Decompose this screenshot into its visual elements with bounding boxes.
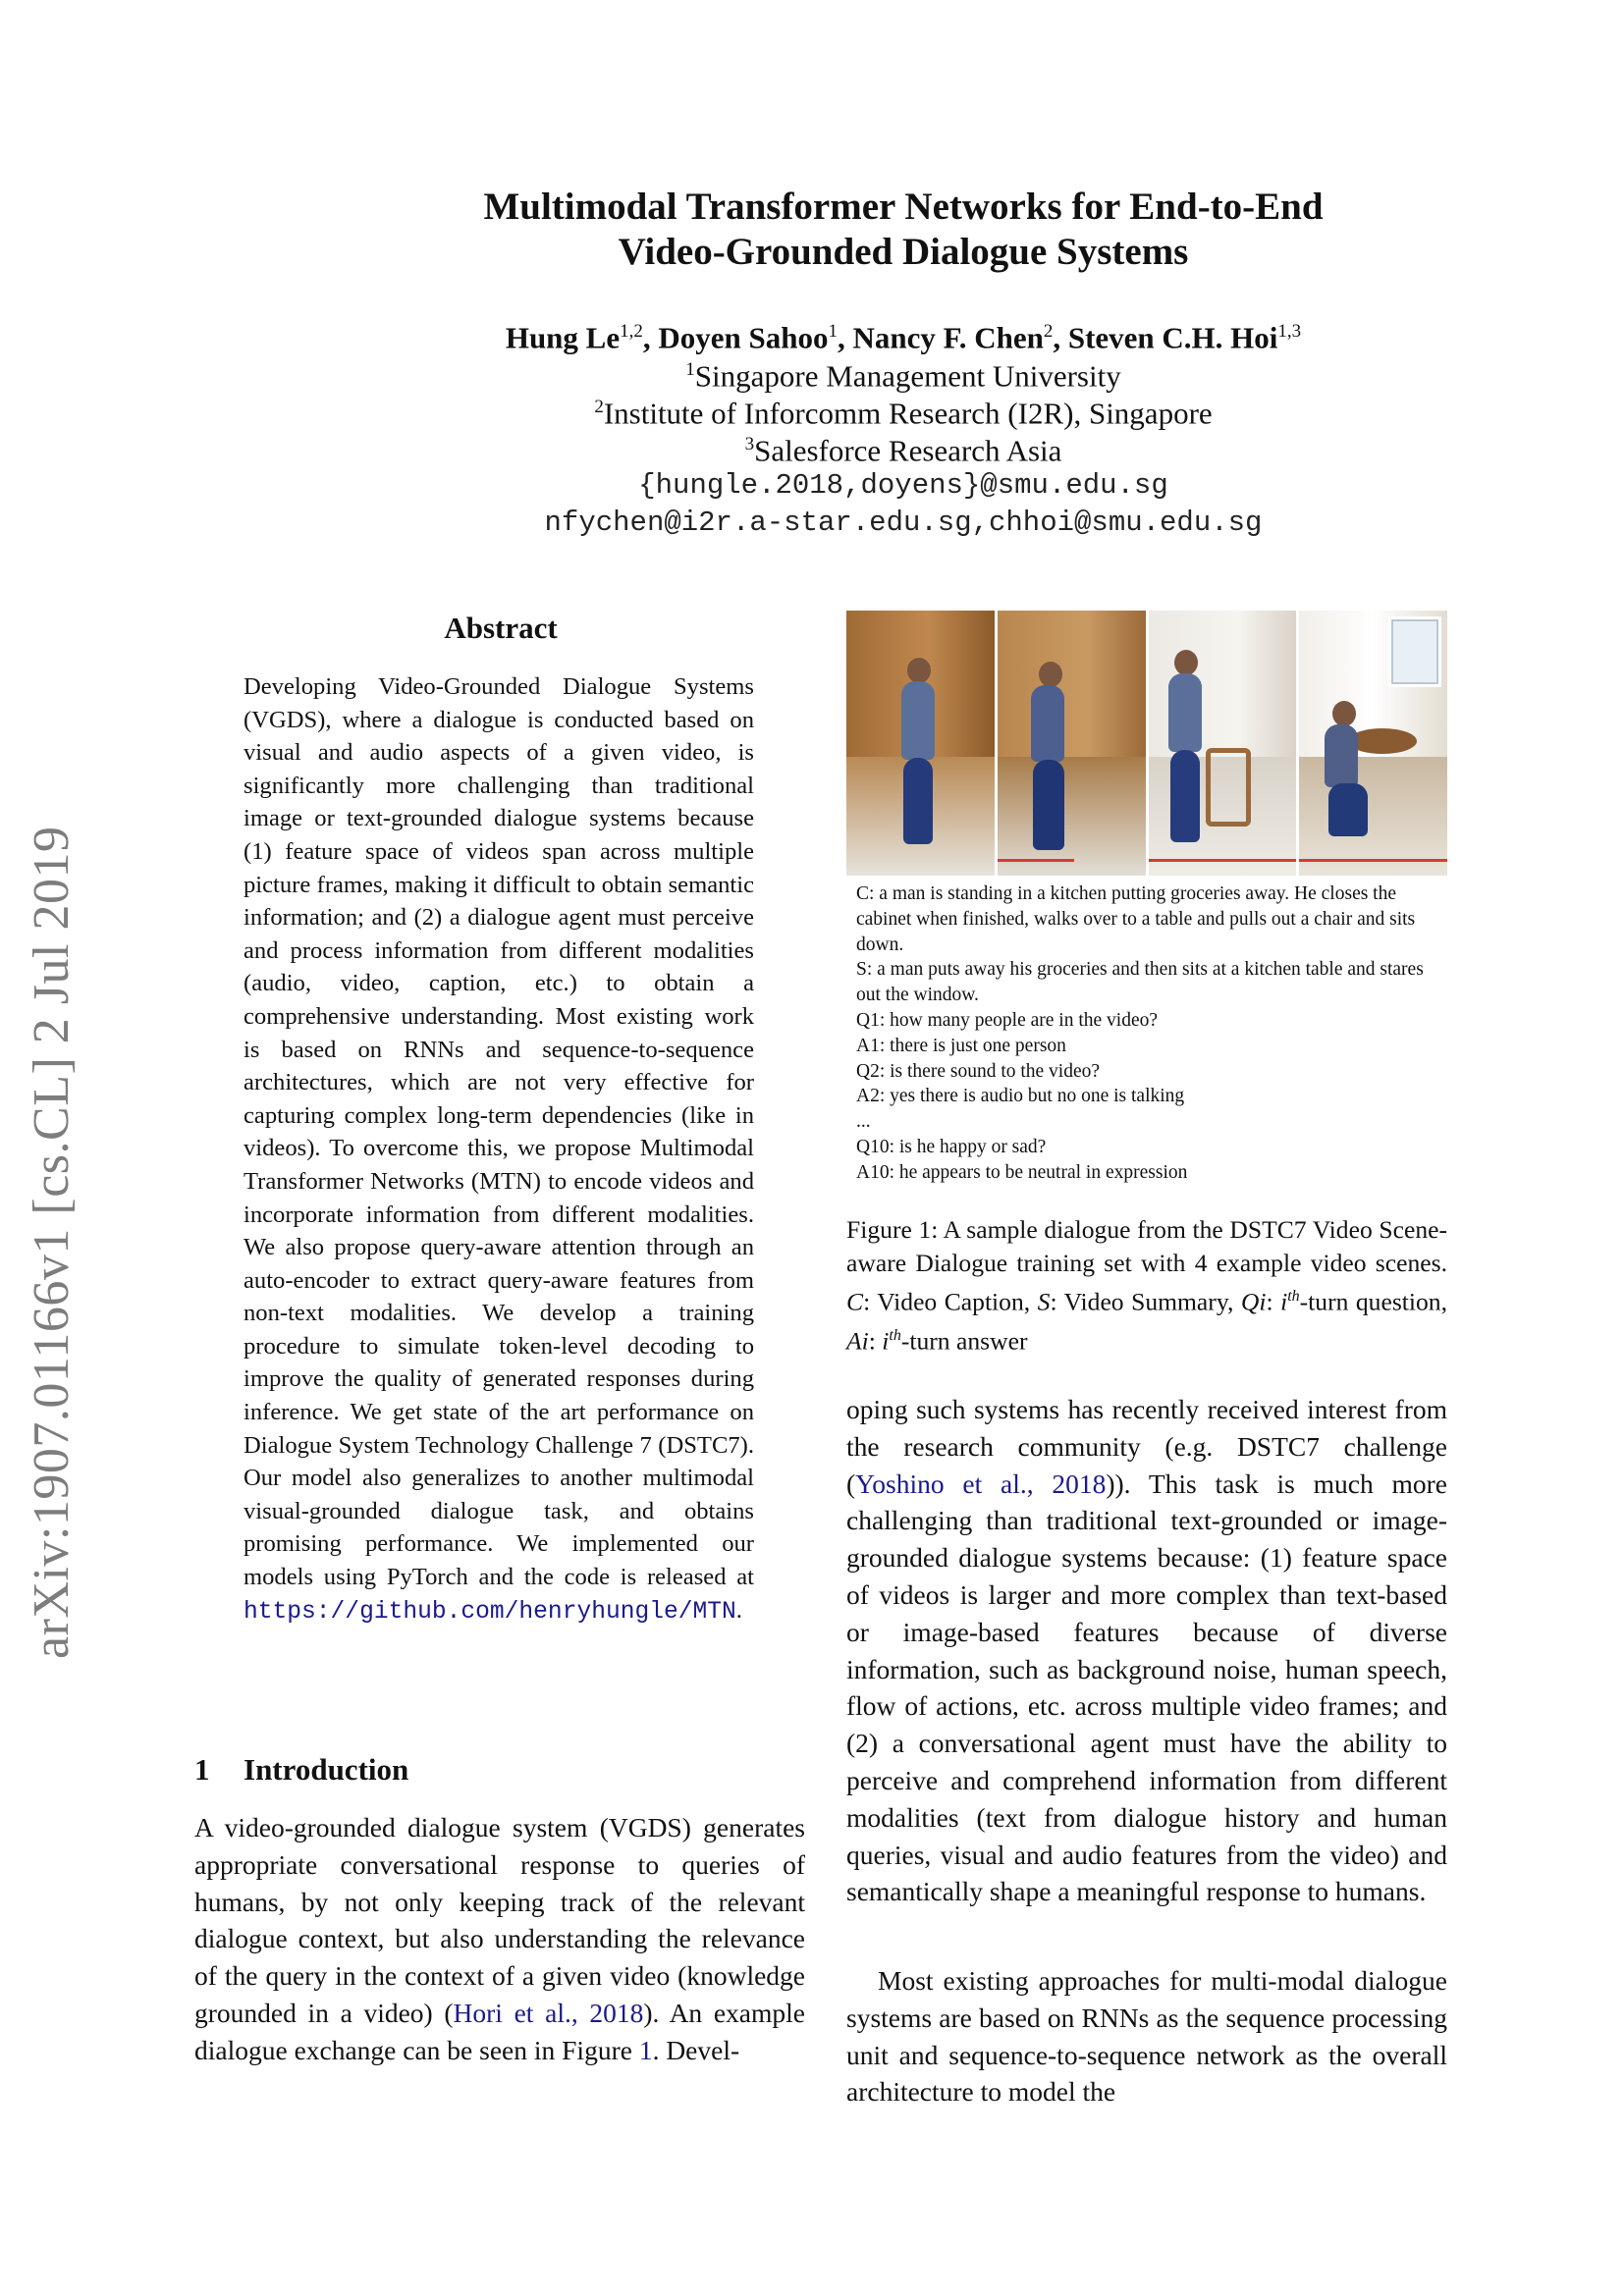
intro-paragraph: A video-grounded dialogue system (VGDS) generates appropriate conversational response to queries of humans, by not only keeping track of the relevant dialogue context, but also understanding the relevance of the query in the context of a given video (knowledge grounded in a video) (Hori et al., 2018). An example dialogue exchange can be seen in Figure 1. Devel- (194, 1812, 805, 2065)
author-affiliation-mark: 2 (1043, 321, 1054, 342)
figure-caption: Figure 1: A sample dialogue from the DSTC7 Video Scene-aware Dialogue training set with 4 example video scenes. C: Video Caption, S: Video Summary, Qi: $i^{th}$-turn question, Ai: $i^{th}$-turn answer (846, 1215, 1448, 1356)
author-affiliation-mark: 1,3 (1277, 321, 1302, 342)
author-affiliation-mark: 1 (828, 321, 838, 342)
dialogue-line: Q10: is he happy or sad? (856, 1136, 1047, 1157)
dialogue-line: A1: there is just one person (856, 1035, 1066, 1056)
dialogue-line: A2: yes there is audio but no one is talking (856, 1086, 1185, 1107)
video-frame-4 (1299, 611, 1447, 876)
code-link[interactable]: https://github.com/henryhungle/MTN (244, 1598, 736, 1626)
dialogue-line: Q1: how many people are in the video? (856, 1009, 1159, 1031)
citation-yoshino[interactable]: Yoshino et al., 2018 (855, 1468, 1107, 1499)
title-line-1: Multimodal Transformer Networks for End-to-End (483, 186, 1324, 228)
arxiv-side-stamp: arXiv:1907.01166v1 [cs.CL] 2 Jul 2019 (24, 826, 80, 1659)
section-number: 1 (194, 1752, 210, 1787)
email-line-2: nfychen@i2r.a-star.edu.sg,chhoi@smu.edu.sg (544, 507, 1263, 539)
abstract-heading: Abstract (444, 611, 558, 645)
section-heading-introduction (194, 1752, 408, 1788)
figure-reference[interactable]: 1 (638, 2034, 653, 2065)
paper-title (245, 185, 1561, 275)
figure-dialogue (856, 881, 1445, 1186)
title-line-2: Video-Grounded Dialogue Systems (618, 231, 1189, 273)
dialogue-line: Q2: is there sound to the video? (856, 1060, 1101, 1082)
dialogue-line: A10: he appears to be neutral in expression (856, 1161, 1188, 1183)
dialogue-line: S: a man puts away his groceries and then sits at a kitchen table and stares out the window. (856, 959, 1424, 1006)
body-paragraph: Most existing approaches for multi-modal dialogue systems are based on RNNs as the sequence processing unit and sequence-to-sequence network as the overall architecture to model the (846, 1965, 1447, 2108)
author-name: Steven C.H. Hoi (1067, 320, 1278, 355)
body-paragraph: oping such systems has recently received interest from the research community (e.g. DSTC7 challenge (Yoshino et al., 2018)). This task is much more challenging than traditional text-grounded or image-grounded dialogue systems because: (1) feature space of videos is larger and more complex than text-based or image-based features because of diverse information, such as background noise, human speech, flow of actions, etc. across multiple video frames; and (2) a conversational agent must have the ability to perceive and comprehend information from different modalities (text from dialogue history and human queries, visual and audio features from the video) and semantically shape a meaningful response to humans. (846, 1394, 1447, 1907)
figure-video-frames (846, 611, 1447, 876)
citation-hori[interactable]: Hori et al., 2018 (453, 1997, 644, 2028)
author-name: Hung Le (505, 320, 621, 355)
author-name: Doyen Sahoo (658, 320, 829, 355)
email-line-1: {hungle.2018,doyens}@smu.edu.sg (638, 469, 1168, 502)
abstract-body: Developing Video-Grounded Dialogue Systems (VGDS), where a dialogue is conducted based on visual and audio aspects of a given video, is significantly more challenging than traditional image or text-grounded dialogue systems because (1) feature space of videos span across multiple picture frames, making it difficult to obtain semantic information; and (2) a dialogue agent must perceive and process information from different modalities (audio, video, caption, etc.) to obtain a comprehensive understanding. Most existing work is based on RNNs and sequence-to-sequence architectures, which are not very effective for capturing complex long-term dependencies (like in videos). To overcome this, we propose Multimodal Transformer Networks (MTN) to encode videos and incorporate information from different modalities. We also propose query-aware attention through an auto-encoder to extract query-aware features from non-text modalities. We develop a training procedure to simulate token-level decoding to improve the quality of generated responses during inference. We get state of the art performance on Dialogue System Technology Challenge 7 (DSTC7). Our model also generalizes to another multimodal visual-grounded dialogue task, and obtains promising performance. We implemented our models using PyTorch and the code is released at https://github.com/henryhungle/MTN. (244, 673, 754, 1626)
author-name: Nancy F. Chen (852, 320, 1044, 355)
video-frame-3 (1149, 611, 1297, 876)
section-title: Introduction (244, 1752, 409, 1787)
author-list: Hung Le$^{1,2}$, Doyen Sahoo$^1$, Nancy F. Chen$^2$, Steven C.H. Hoi$^{1,3}$ (505, 320, 1302, 355)
affiliation-1: $^1$Singapore Management University (685, 358, 1121, 394)
affiliation-2: $^2$Institute of Inforcomm Research (I2R), Singapore (594, 396, 1213, 431)
author-affiliation-mark: 1,2 (620, 321, 643, 342)
video-frame-1 (846, 611, 995, 876)
abstract-text: Developing Video-Grounded Dialogue Systems (VGDS), where a dialogue is conducted based on visual and audio aspects of a given video, is significantly more challenging than traditional image or text-grounded dialogue systems because (1) feature space of videos span across multiple picture frames, making it difficult to obtain semantic information; and (2) a dialogue agent must perceive and process information from different modalities (audio, video, caption, etc.) to obtain a comprehensive understanding. Most existing work is based on RNNs and sequence-to-sequence architectures, which are not very effective for capturing complex long-term dependencies (like in videos). To overcome this, we propose Multimodal Transformer Networks (MTN) to encode videos and incorporate information from different modalities. We also propose query-aware attention through an auto-encoder to extract query-aware features from non-text modalities. We develop a training procedure to simulate token-level decoding to improve the quality of generated responses during inference. We get state of the art performance on Dialogue System Technology Challenge 7 (DSTC7). Our model also generalizes to another multimodal visual-grounded dialogue task, and obtains promising performance. We implemented our models using PyTorch and the code is released at (244, 673, 754, 1591)
video-frame-2 (998, 611, 1146, 876)
dialogue-line: ... (856, 1111, 871, 1133)
affiliation-3: $^3$Salesforce Research Asia (744, 433, 1062, 468)
dialogue-line: C: a man is standing in a kitchen putting groceries away. He closes the cabinet when finished, walks over to a table and pulls out a chair and sits down. (856, 883, 1416, 955)
